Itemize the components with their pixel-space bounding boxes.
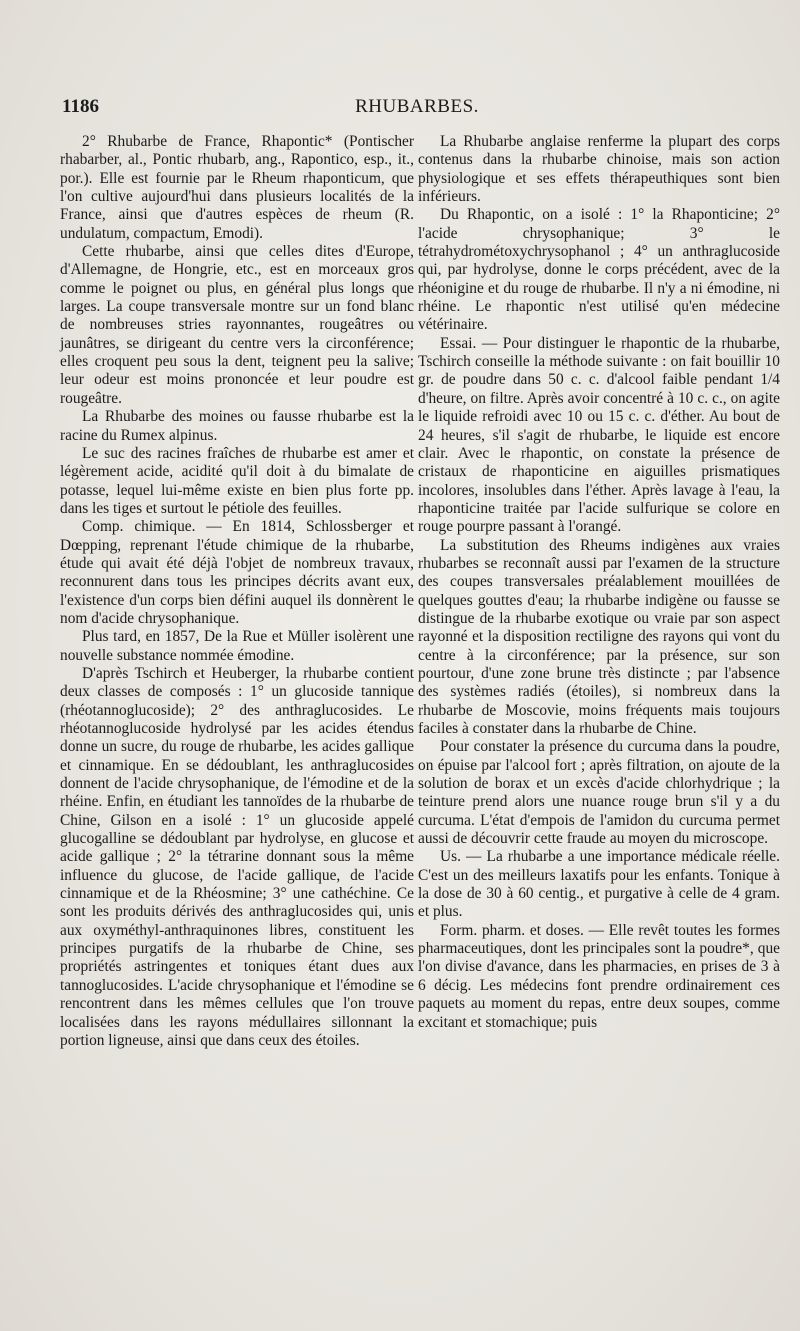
left-column [60, 133, 414, 1050]
paragraph-rhubarbe-de-france: 2° Rhubarbe de France, Rhapontic* (Pontischer rhabarber, al., Pontic rhubarb, ang., Rapontico, esp., it., por.). Elle est fournie par le Rheum rhaponticum, que l'on cultive aujourd'hui dans plusieurs localités de la France, ainsi que d'autres espèces de rheum (R. undulatum, compactum, Emodi). [60, 133, 414, 242]
paragraph-rhubarbe-anglaise: La Rhubarbe anglaise renferme la plupart des corps contenus dans la rhubarbe chinoise, mais son action physiologique et ses effets thérapeuthiques sont bien inférieurs. [418, 133, 780, 206]
paragraph-substitution: La substitution des Rheums indigènes aux vraies rhubarbes se reconnaît aussi par l'examen de la structure des coupes transversales préalablement mouillées de quelques gouttes d'eau; la rhubarbe indigène ou fausse se distingue de la rhubarbe exotique ou vraie par son aspect rayonné et la disposition rectiligne des rayons qui vont du centre à la circonférence; par la présence, sur son pourtour, d'une zone brune très distincte ; par l'absence des systèmes radiés (étoiles), si nombreux dans la rhubarbe de Moscovie, moins fréquents mais toujours faciles à constater dans la rhubarbe de Chine. [418, 536, 780, 737]
right-column [418, 133, 780, 1032]
paragraph-usages: Us. — La rhubarbe a une importance médicale réelle. C'est un des meilleurs laxatifs pour les enfants. Tonique à la dose de 30 à 60 centig., et purgative à celle de 4 gram. et plus. [418, 848, 780, 921]
paragraph-comp-chimique: Comp. chimique. — En 1814, Schlossberger et Dœpping, reprenant l'étude chimique de la rhubarbe, étude qui avait été déjà l'objet de nombreux travaux, reconnurent dans tous les principes décrits avant eux, l'existence d'un corps bien défini auquel ils donnèrent le nom d'acide chrysophanique. [60, 518, 414, 627]
paragraph-curcuma: Pour constater la présence du curcuma dans la poudre, on épuise par l'alcool fort ; après filtration, on ajoute de la solution de borax et un excès d'acide chlorhydrique ; la teinture prend alors une nuance rouge brun s'il y a du curcuma. L'état d'empois de l'amidon du curcuma permet aussi de découvrir cette fraude au moyen du microscope. [418, 738, 780, 848]
paragraph-rhapontic: Du Rhapontic, on a isolé : 1° la Rhaponticine; 2° l'acide chrysophanique; 3° le tétrahydrométoxychrysophanol ; 4° un anthraglucoside qui, par hydrolyse, donne le corps précédent, avec de la rhéonigine et du rouge de rhubarbe. Il n'y a ni émodine, ni rhéine. Le rhapontic n'est utilisé qu'en médecine vétérinaire. [418, 206, 780, 334]
paragraph-tschirch: D'après Tschirch et Heuberger, la rhubarbe contient deux classes de composés : 1° un glucoside tannique (rhéotannoglucoside); 2° des anthraglucosides. Le rhéotannoglucoside hydrolysé par les acides étendus donne un sucre, du rouge de rhubarbe, les acides gallique et cinnamique. En se dédoublant, les anthraglucosides donnent de l'acide chrysophanique, de l'émodine et de la rhéine. Enfin, en étudiant les tannoïdes de la rhubarbe de Chine, Gilson en a isolé : 1° un glucoside appelé glucogalline se dédoublant par hydrolyse, en glucose et acide gallique ; 2° la tétrarine donnant sous la même influence du glucose, de l'acide gallique, de l'acide cinnamique et de la Rhéosmine; 3° une cathéchine. Ce sont les produits dérivés des anthraglucosides qui, unis aux oxyméthyl-anthraquinones libres, constituent les principes purgatifs de la rhubarbe de Chine, ses propriétés astringentes et toniques étant dues aux tannoglucosides. L'acide chrysophanique et l'émodine se rencontrent dans les mêmes cellules que l'on trouve localisées dans les rayons médullaires sillonnant la portion ligneuse, ainsi que dans ceux des étoiles. [60, 664, 414, 1049]
paragraph-plus-tard: Plus tard, en 1857, De la Rue et Müller isolèrent une nouvelle substance nommée émodine. [60, 628, 414, 664]
paragraph-formes-pharmaceutiques: Form. pharm. et doses. — Elle revêt toutes les formes pharmaceutiques, dont les principales sont la poudre*, que l'on divise d'avance, dans les pharmacies, en prises de 3 à 6 décig. Les médecins font prendre ordinairement ces paquets au moment du repas, entre deux soupes, comme excitant et stomachique; puis [418, 921, 780, 1031]
paragraph-rhubarbe-des-moines: La Rhubarbe des moines ou fausse rhubarbe est la racine du Rumex alpinus. [60, 408, 414, 444]
page-number: 1186 [62, 96, 99, 117]
paragraph-suc: Le suc des racines fraîches de rhubarbe est amer et légèrement acide, acidité qu'il doit à du bimalate de potasse, lequel lui-même existe en bien plus forte pp. dans les tiges et surtout le pétiole des feuilles. [60, 444, 414, 517]
page-header [62, 96, 772, 126]
running-head: RHUBARBES. [355, 96, 479, 117]
paragraph-description: Cette rhubarbe, ainsi que celles dites d'Europe, d'Allemagne, de Hongrie, etc., est en morceaux gros comme le poignet ou plus, en général plus longs que larges. La coupe transversale montre sur un fond blanc de nombreuses stries rayonnantes, rougeâtres ou jaunâtres, se dirigeant du centre vers la circonférence; elles croquent peu sous la dent, teignent peu la salive; leur odeur est moins prononcée et leur poudre est rougeâtre. [60, 243, 414, 407]
paragraph-essai: Essai. — Pour distinguer le rhapontic de la rhubarbe, Tschirch conseille la méthode suivante : on fait bouillir 10 gr. de poudre dans 50 c. c. d'alcool faible pendant 1/4 d'heure, on filtre. Après avoir concentré à 10 c. c., on agite le liquide refroidi avec 10 ou 15 c. c. d'éther. Au bout de 24 heures, s'il s'agit de rhubarbe, le liquide est encore clair. Avec le rhapontic, on constate la présence de cristaux de rhaponticine en aiguilles prismatiques incolores, insolubles dans l'éther. Après lavage à l'eau, la rhaponticine traitée par l'acide sulfurique se colore en rouge pourpre passant à l'orangé. [418, 334, 780, 536]
